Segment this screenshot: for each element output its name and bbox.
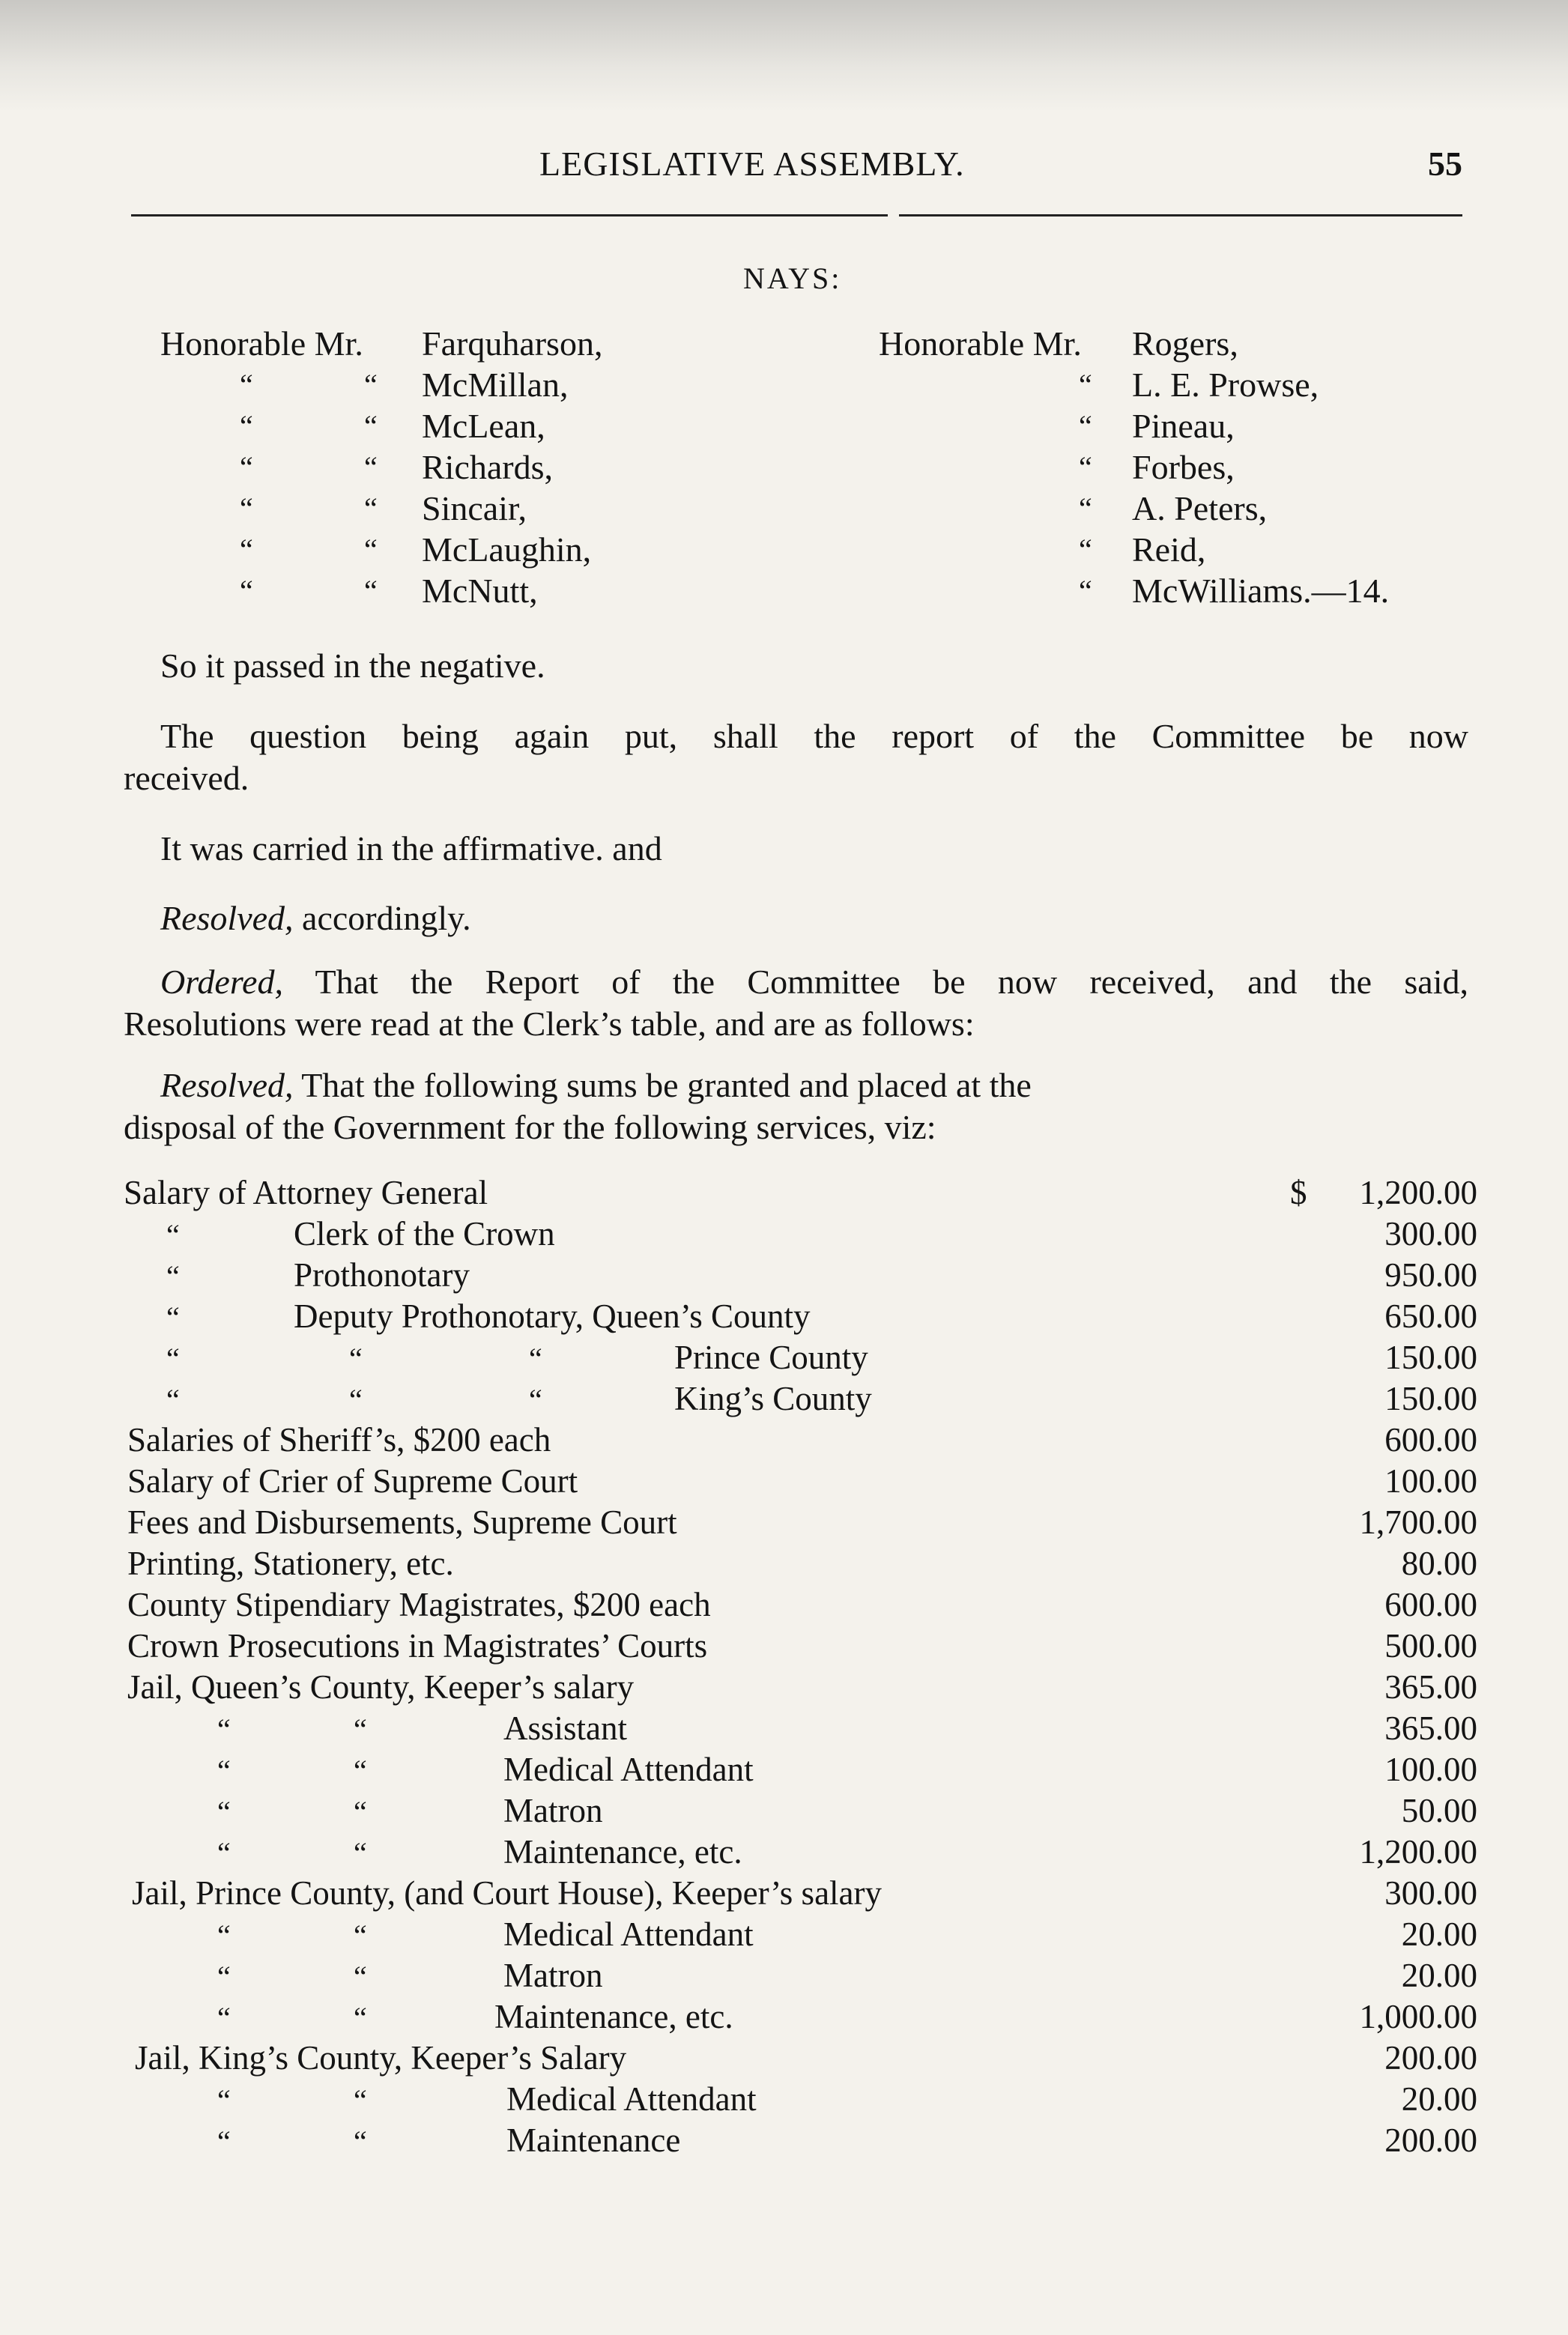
ditto-mark: “ (166, 1342, 180, 1375)
paragraph: The question being again put, shall the report of the Committee be now (160, 717, 1468, 755)
estimate-amount: 300.00 (1384, 1215, 1477, 1253)
ditto-mark: “ (217, 1918, 231, 1952)
estimate-label: Matron (503, 1957, 603, 1994)
estimate-amount: 650.00 (1384, 1297, 1477, 1335)
ditto-mark: “ (217, 1712, 231, 1746)
ditto-mark: “ (364, 450, 378, 484)
running-title: LEGISLATIVE ASSEMBLY. (539, 145, 965, 183)
estimate-amount: 100.00 (1384, 1462, 1477, 1500)
estimate-label: County Stipendiary Magistrates, $200 each (127, 1586, 711, 1623)
ditto-mark: “ (364, 409, 378, 443)
paragraph-continued: received. (124, 759, 249, 797)
ditto-mark: “ (354, 1754, 367, 1787)
paragraph-continued: disposal of the Government for the following services, viz: (124, 1108, 936, 1146)
estimate-amount: 950.00 (1384, 1256, 1477, 1294)
nays-right-name: Pineau, (1132, 407, 1235, 445)
estimate-label: Maintenance (506, 2122, 681, 2159)
estimate-label: Jail, Queen’s County, Keeper’s salary (127, 1668, 635, 1706)
paragraph (160, 1065, 1032, 1105)
ditto-mark: “ (354, 1960, 367, 1993)
paragraph-text: accordingly. (302, 899, 471, 937)
estimate-amount: 600.00 (1384, 1586, 1477, 1623)
ditto-mark: “ (354, 2001, 367, 2035)
estimate-amount: 100.00 (1384, 1751, 1477, 1788)
estimate-label: Prothonotary (294, 1256, 470, 1294)
ditto-mark: “ (354, 1836, 367, 1870)
estimate-label: Maintenance, etc. (503, 1833, 742, 1871)
paragraph-text: That the following sums be granted and placed at the (301, 1066, 1032, 1104)
ditto-mark: “ (364, 574, 378, 608)
ditto-mark: “ (217, 2124, 231, 2158)
estimate-amount: 20.00 (1401, 1957, 1477, 1994)
nays-right-name: Rogers, (1132, 324, 1238, 363)
scan-grain (0, 0, 1568, 112)
nays-left-name: Farquharson, (422, 324, 603, 363)
nays-left-name: McNutt, (422, 572, 538, 610)
estimate-amount: 1,700.00 (1359, 1503, 1477, 1541)
estimate-amount: 80.00 (1401, 1545, 1477, 1582)
paragraph-text: That the Report of the Committee be now received, and the said, (315, 963, 1468, 1001)
ditto-mark: “ (364, 368, 378, 402)
header-rule-right (899, 214, 1462, 216)
ditto-mark: “ (1079, 368, 1092, 402)
estimate-amount: 365.00 (1384, 1709, 1477, 1747)
estimate-amount: 200.00 (1384, 2122, 1477, 2159)
ditto-mark: “ (240, 450, 253, 484)
ditto-mark: “ (217, 1754, 231, 1787)
ditto-mark: “ (364, 533, 378, 566)
ditto-mark: “ (166, 1218, 180, 1252)
estimate-amount: 150.00 (1384, 1380, 1477, 1417)
estimate-label: Prince County (674, 1339, 868, 1376)
ditto-mark: “ (217, 1960, 231, 1993)
ditto-mark: “ (240, 533, 253, 566)
nays-left-prefix: Honorable Mr. (160, 324, 363, 363)
ditto-mark: “ (240, 491, 253, 525)
italic-lead: Ordered, (160, 963, 283, 1001)
ditto-mark: “ (354, 2124, 367, 2158)
ditto-mark: “ (354, 1712, 367, 1746)
nays-left-name: Sincair, (422, 489, 527, 527)
estimate-label: King’s County (674, 1380, 872, 1417)
paragraph (160, 962, 1468, 1002)
nays-right-name: L. E. Prowse, (1132, 366, 1319, 404)
nays-right-name: A. Peters, (1132, 489, 1268, 527)
ditto-mark: “ (1079, 491, 1092, 525)
estimate-label: Jail, King’s County, Keeper’s Salary (135, 2039, 627, 2077)
italic-lead: Resolved, (160, 1066, 294, 1104)
estimate-label: Medical Attendant (506, 2080, 757, 2118)
ditto-mark: “ (217, 2083, 231, 2117)
nays-left-name: McLean, (422, 407, 545, 445)
estimate-label: Medical Attendant (503, 1751, 754, 1788)
ditto-mark: “ (166, 1383, 180, 1417)
ditto-mark: “ (217, 1795, 231, 1829)
italic-lead: Resolved, (160, 899, 294, 937)
estimate-amount: 200.00 (1384, 2039, 1477, 2077)
ditto-mark: “ (240, 574, 253, 608)
ditto-mark: “ (354, 1795, 367, 1829)
estimate-amount: 600.00 (1384, 1421, 1477, 1459)
nays-right-name: Reid, (1132, 530, 1206, 569)
estimate-label: Jail, Prince County, (and Court House), Keeper’s salary (132, 1874, 883, 1912)
estimate-label: Crown Prosecutions in Magistrates’ Courts (127, 1627, 708, 1665)
ditto-mark: “ (166, 1259, 180, 1293)
estimate-label: Salaries of Sheriff’s, $200 each (127, 1421, 551, 1459)
estimate-amount: 50.00 (1401, 1792, 1477, 1829)
estimate-amount: 365.00 (1384, 1668, 1477, 1706)
estimate-label: Matron (503, 1792, 603, 1829)
ditto-mark: “ (354, 2083, 367, 2117)
estimate-amount: 20.00 (1401, 2080, 1477, 2118)
estimate-amount: 150.00 (1384, 1339, 1477, 1376)
ditto-mark: “ (354, 1918, 367, 1952)
nays-left-name: McLaughin, (422, 530, 592, 569)
ditto-mark: “ (349, 1383, 363, 1417)
ditto-mark: “ (349, 1342, 363, 1375)
ditto-mark: “ (166, 1300, 180, 1334)
estimate-label: Clerk of the Crown (294, 1215, 555, 1253)
estimate-label: Fees and Disbursements, Supreme Court (127, 1503, 677, 1541)
paragraph: So it passed in the negative. (160, 646, 545, 685)
ditto-mark: “ (1079, 533, 1092, 566)
estimate-label: Deputy Prothonotary, Queen’s County (294, 1297, 811, 1335)
nays-right-name: Forbes, (1132, 448, 1235, 486)
ditto-mark: “ (240, 409, 253, 443)
ditto-mark: “ (364, 491, 378, 525)
estimate-label: Assistant (503, 1709, 628, 1747)
page-number: 55 (1428, 145, 1462, 183)
ditto-mark: “ (529, 1383, 542, 1417)
estimate-label: Medical Attendant (503, 1915, 754, 1953)
nays-right-name: McWilliams.—14. (1132, 572, 1390, 610)
estimate-amount: 300.00 (1384, 1874, 1477, 1912)
header-rule-left (131, 214, 888, 216)
estimate-label: Salary of Crier of Supreme Court (127, 1462, 578, 1500)
ditto-mark: “ (240, 368, 253, 402)
nays-left-name: McMillan, (422, 366, 569, 404)
paragraph-continued: Resolutions were read at the Clerk’s table, and are as follows: (124, 1005, 975, 1043)
estimate-label: Maintenance, etc. (494, 1998, 733, 2035)
estimate-amount: 1,200.00 (1359, 1833, 1477, 1871)
paragraph: It was carried in the affirmative. and (160, 829, 662, 867)
paragraph (160, 898, 471, 938)
estimate-amount: 1,200.00 (1359, 1174, 1477, 1211)
nays-right-prefix: Honorable Mr. (879, 324, 1082, 363)
estimate-amount: 500.00 (1384, 1627, 1477, 1665)
nays-left-name: Richards, (422, 448, 554, 486)
estimate-amount: 20.00 (1401, 1915, 1477, 1953)
ditto-mark: “ (1079, 450, 1092, 484)
estimate-label: Salary of Attorney General (124, 1174, 488, 1211)
nays-heading: NAYS: (743, 261, 842, 295)
ditto-mark: “ (1079, 574, 1092, 608)
estimate-label: Printing, Stationery, etc. (127, 1545, 454, 1582)
estimate-amount: 1,000.00 (1359, 1998, 1477, 2035)
ditto-mark: “ (529, 1342, 542, 1375)
ditto-mark: “ (217, 2001, 231, 2035)
currency-symbol: $ (1290, 1174, 1307, 1211)
ditto-mark: “ (217, 1836, 231, 1870)
ditto-mark: “ (1079, 409, 1092, 443)
